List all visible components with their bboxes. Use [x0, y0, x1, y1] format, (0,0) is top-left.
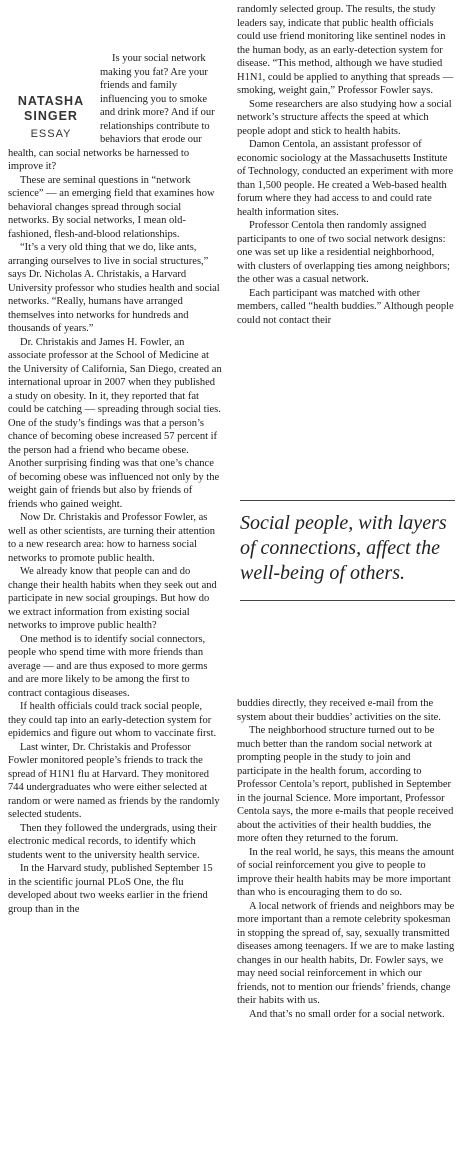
paragraph: Now Dr. Christakis and Professor Fowler, as well as other scientists, are turning their attention to a new research area: how to harness social networks to promote public health.	[8, 512, 216, 564]
byline-author-last: SINGER	[24, 109, 78, 123]
pull-quote	[240, 500, 455, 601]
byline-author-first: NATASHA	[17, 94, 85, 108]
paragraph: In the real world, he says, this means the amount of social reinforcement you give to people to improve their health habits may be more important than who is encouraging them to do so.	[237, 846, 454, 898]
byline	[8, 94, 94, 142]
paragraph: Professor Centola then randomly assigned participants to one of two social network designs: one was set up like a residential neighborhood, with clusters of overlapping ties among neighbors; the other was a casual network.	[237, 220, 450, 285]
article-right-column-top	[237, 3, 455, 327]
paragraph: These are seminal questions in “network science” — an emerging field that examines how behavioral changes spread through social networks. By social networks, I mean old-fashioned, flesh-and-blood relationships.	[8, 174, 215, 240]
paragraph: A local network of friends and neighbors may be more important than a remote celebrity spokesman in stopping the spread of, say, sexually transmitted diseases among teenagers. If we are to make lasting changes in our health habits, Dr. Fowler says, we may need social reinforcement in which our friends, not to mention our friends’ friends, change their habits with us.	[237, 900, 455, 1006]
paragraph: Then they followed the undergrads, using their electronic medical records, to identify which students went to the university health service.	[8, 822, 217, 861]
paragraph: randomly selected group. The results, the study leaders say, indicate that public health officials could use friend monitoring like sentinel nodes in the human body, as an early-detection system for disease. “This method, although we have studied H1N1, could be applied to anything that spreads — smoking, weight gain,” Professor Fowler says.	[237, 4, 454, 96]
paragraph: Some researchers are also studying how a social network’s structure affects the speed at which people adopt and stick to health habits.	[237, 98, 452, 137]
paragraph: “It’s a very old thing that we do, like ants, arranging ourselves to live in social structures,” says Dr. Nicholas A. Christakis, a Harvard University professor who studies health and social networks. “Really, humans have arranged themselves into networks for hundreds and thousands of years.”	[8, 242, 220, 334]
paragraph: Damon Centola, an assistant professor of economic sociology at the Massachusetts Institute of Technology, conducted an experiment with more than 1,500 people. He created a Web-based health forum where they had access to and could rate health information sites.	[237, 139, 454, 218]
pull-quote-text: Social people, with layers of connections, affect the well-being of others.	[240, 512, 447, 584]
paragraph: Is your social network making you fat? Are your friends and family influencing you to smoke and drink more? And if our relationships contribute to behaviors that erode our health, can social networks be harnessed to improve it?	[8, 53, 215, 172]
paragraph: Each participant was matched with other members, called “health buddies.” Although people could not contact their	[237, 287, 454, 326]
paragraph: One method is to identify social connectors, people who spend time with more friends than average — and are thus exposed to more germs and are more likely to be among the first to contract contagious diseases.	[8, 633, 208, 699]
paragraph: If health officials could track social people, they could tap into an early-detection system for epidemics and figure out whom to vaccinate first.	[8, 701, 217, 739]
byline-section-label: ESSAY	[30, 128, 72, 140]
paragraph: Last winter, Dr. Christakis and Professor Fowler monitored people’s friends to track the spread of H1N1 flu at Harvard. They monitored 744 undergraduates who were either selected at random or were named as friends by the randomly selected students.	[8, 741, 220, 820]
paragraph: We already know that people can and do change their health habits when they seek out and participate in new social groupings. But how do we extract information from existing social networks to improve public health?	[8, 566, 217, 631]
paragraph: Dr. Christakis and James H. Fowler, an associate professor at the School of Medicine at the University of California, San Diego, created an international uproar in 2007 when they published a study on obesity. In it, they reported that fat could be catching — spreading through social ties. One of the study’s findings was that a person’s chance of becoming obese increased 57 percent if the person had a friend who became obese. Another surprising finding was that one’s chance of becoming obese was influenced not only by the weight gain of friends but also by friends of friends who gained weight.	[8, 336, 222, 510]
article-left-column	[8, 52, 222, 916]
paragraph: In the Harvard study, published September 15 in the scientific journal PLoS One, the flu developed about two weeks earlier in the friend group than in the	[8, 863, 213, 915]
article-right-column-bottom	[237, 697, 455, 1021]
paragraph: buddies directly, they received e-mail from the system about their buddies’ activities on the site.	[237, 698, 441, 723]
paragraph: And that’s no small order for a social network.	[249, 1008, 445, 1020]
paragraph: The neighborhood structure turned out to be much better than the random social network at prompting people in the study to join and participate in the health forum, according to Professor Centola’s report, published in September in the journal Science. More important, Professor Centola says, the more e-mails that people received about the activities of their health buddies, the more often they returned to the forum.	[237, 725, 454, 844]
